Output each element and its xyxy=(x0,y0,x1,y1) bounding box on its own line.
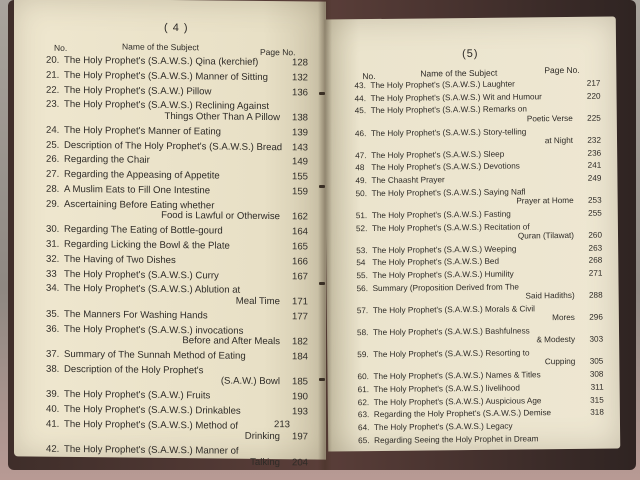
toc-entry-page: 236 xyxy=(587,148,602,158)
toc-entry xyxy=(46,444,308,468)
toc-entry-number: 62. xyxy=(357,397,370,407)
toc-entry xyxy=(358,421,604,433)
toc-entry-continuation: Prayer at Home xyxy=(516,196,574,206)
toc-entry-number: 29. xyxy=(46,198,60,210)
toc-entry-number: 46. xyxy=(354,128,367,138)
toc-entry-continuation: at Night xyxy=(544,135,574,146)
toc-entry-page: 197 xyxy=(291,431,308,443)
toc-entry xyxy=(46,323,308,347)
toc-entry-number: 61. xyxy=(357,384,370,395)
toc-entry-number: 37. xyxy=(46,348,60,360)
toc-entry-page: 143 xyxy=(291,141,308,154)
toc-entry xyxy=(357,326,603,347)
toc-entry-title: The Holy Prophet's (S.A.W.S.) Laughter xyxy=(370,79,515,91)
toc-entry-page: 271 xyxy=(588,268,603,278)
toc-entry-page: 164 xyxy=(291,226,308,238)
toc-entry-number: 49. xyxy=(355,176,367,186)
toc-entry xyxy=(46,184,308,197)
toc-entry-page: 165 xyxy=(291,241,308,253)
toc-entry-page: 311 xyxy=(590,382,604,392)
toc-entry xyxy=(46,55,308,68)
toc-entry-number: 28. xyxy=(46,183,60,195)
toc-entry-number: 26. xyxy=(46,154,60,166)
toc-entry-title: The Holy Prophet's (S.A.W.) Fruits xyxy=(64,389,211,402)
toc-entry-title: Summary (Proposition Derived from The xyxy=(372,282,519,293)
book-gutter xyxy=(318,0,332,470)
toc-entry-title: The Holy Prophet's Manner of Eating xyxy=(64,124,222,138)
toc-entry xyxy=(357,281,603,302)
toc-entry-page: 159 xyxy=(291,186,308,198)
toc-entry-title: The Holy Prophet's (S.A.W.S.) Remarks on xyxy=(370,104,528,116)
left-page-number: ( 4 ) xyxy=(164,21,189,35)
toc-entry-number: 56. xyxy=(356,283,369,293)
toc-entry-page: 171 xyxy=(291,296,308,308)
toc-entry-number: 20. xyxy=(46,54,60,66)
toc-entry xyxy=(46,139,308,152)
toc-entry-page: 303 xyxy=(589,334,604,345)
toc-entry xyxy=(46,69,308,82)
toc-entry-title: Regarding the Chair xyxy=(64,154,150,167)
toc-entry-title: The Holy Prophet's (S.A.W.S.) Auspicious Age xyxy=(373,395,542,407)
toc-entry-page: 190 xyxy=(291,391,308,403)
toc-entry xyxy=(46,99,308,123)
toc-entry-continuation: Food is Lawful or Otherwise xyxy=(161,210,280,223)
toc-entry-continuation: Cupping xyxy=(544,357,576,367)
toc-extra-page: 213 xyxy=(274,419,291,431)
toc-entry-number: 53. xyxy=(356,245,368,255)
toc-entry-page: 241 xyxy=(587,160,602,171)
toc-entry xyxy=(355,174,601,186)
toc-entry-number: 44. xyxy=(354,93,367,103)
toc-entry-title: Regarding the Holy Prophet's (S.A.W.S.) Demise xyxy=(373,408,552,420)
toc-entry-page: 260 xyxy=(588,230,603,240)
toc-entry-page: 249 xyxy=(587,173,602,183)
right-page-number: (5) xyxy=(462,47,479,61)
toc-entry-number: 57. xyxy=(356,305,369,316)
toc-entry xyxy=(355,91,601,103)
left-page xyxy=(14,0,326,469)
toc-entry xyxy=(355,161,601,173)
toc-entry-title: The Having of Two Dishes xyxy=(64,253,176,266)
toc-entry-continuation: Things Other Than A Pillow xyxy=(164,110,280,124)
toc-entry-number: 34. xyxy=(46,283,60,295)
toc-entry-title: The Holy Prophet's (S.A.W.S.) Qina (kerchief) xyxy=(64,54,259,68)
toc-entry-page: 225 xyxy=(587,113,601,123)
toc-entry-page: 132 xyxy=(291,72,308,84)
toc-entry-page: 318 xyxy=(590,407,604,417)
toc-entry-title: The Holy Prophet's (S.A.W.S.) Humility xyxy=(372,269,514,281)
toc-entry-number: 38. xyxy=(46,363,60,375)
toc-entry-title: The Holy Prophet's (S.A.W.S.) Curry xyxy=(64,268,219,282)
toc-entry xyxy=(46,169,308,182)
toc-entry-number: 25. xyxy=(46,139,60,151)
toc-entry-number: 40. xyxy=(46,403,60,415)
right-col-no: No. xyxy=(362,71,376,82)
toc-entry xyxy=(355,126,601,147)
toc-entry xyxy=(356,243,602,255)
toc-entry-number: 65. xyxy=(358,435,370,445)
toc-entry-number: 24. xyxy=(46,124,60,136)
toc-entry-title: The Holy Prophet's (S.A.W.S.) Story-telling xyxy=(370,126,527,138)
toc-entry-title: The Holy Prophet's (S.A.W.S.) Wit and Humour xyxy=(370,91,542,103)
toc-entry-page: 232 xyxy=(587,135,602,145)
toc-entry-title: The Holy Prophet's (S.A.W.S.) Names & Titles xyxy=(373,370,541,382)
toc-entry-number: 35. xyxy=(46,308,60,320)
toc-entry-page: 253 xyxy=(587,195,602,205)
toc-entry-title: The Holy Prophet's (S.A.W.S.) Bashfulness xyxy=(372,326,530,337)
toc-entry-number: 33 xyxy=(46,268,57,280)
toc-entry-title: Regarding The Eating of Bottle-gourd xyxy=(64,224,223,237)
binding-stitch xyxy=(319,282,325,285)
toc-entry xyxy=(357,348,603,369)
toc-entry xyxy=(46,224,308,237)
left-col-page: Page No. xyxy=(260,46,296,58)
toc-entry xyxy=(354,79,600,91)
toc-entry-title: The Holy Prophet's (S.A.W.S.) Recitation of xyxy=(371,221,530,233)
toc-entry-title: The Holy Prophet's (S.A.W.S.) Fasting xyxy=(371,209,511,220)
toc-entry-page: 167 xyxy=(291,270,308,283)
toc-entry-page: 255 xyxy=(588,208,602,218)
toc-entry-number: 36. xyxy=(46,323,60,335)
toc-entry-page: 268 xyxy=(588,255,603,266)
toc-entry-page: 217 xyxy=(586,78,601,88)
toc-entry-number: 32. xyxy=(46,253,60,265)
toc-entry-number: 42. xyxy=(46,443,60,456)
toc-entry-title: The Holy Prophet's (S.A.W.S.) Devotions xyxy=(371,161,520,173)
toc-entry-page: 166 xyxy=(291,256,308,268)
toc-entry-title: Summary of The Sunnah Method of Eating xyxy=(64,348,246,362)
toc-entry-number: 30. xyxy=(46,223,60,236)
toc-entry xyxy=(46,283,308,307)
toc-entry-number: 63. xyxy=(357,410,370,420)
toc-entry-number: 64. xyxy=(357,422,370,433)
toc-entry-title: The Holy Prophet's (S.A.W.S.) Weeping xyxy=(372,244,517,255)
toc-entry xyxy=(358,395,604,407)
toc-entry xyxy=(46,363,308,387)
left-col-subject: Name of the Subject xyxy=(122,41,200,53)
toc-entry-title: Description of The Holy Prophet's (S.A.W.S.) Bread xyxy=(64,139,283,153)
toc-entry-continuation: Before and After Meals xyxy=(182,335,280,348)
toc-entry-page: 305 xyxy=(589,357,604,367)
toc-entry-number: 45. xyxy=(354,106,367,116)
toc-entry xyxy=(355,148,601,160)
toc-entry-title: The Holy Prophet's (S.A.W.S.) Sleep xyxy=(371,149,505,160)
toc-entry-title: Ascertaining Before Eating whether xyxy=(64,198,215,212)
toc-entry-number: 31. xyxy=(46,238,60,250)
right-col-subject: Name of the Subject xyxy=(420,67,498,79)
toc-entry-title: The Holy Prophet's (S.A.W.S.) Morals & Civil xyxy=(372,304,536,315)
toc-entry-number: 22. xyxy=(46,84,60,96)
toc-entry xyxy=(356,186,602,207)
toc-entry-page: 177 xyxy=(291,311,308,323)
toc-entry xyxy=(46,239,308,252)
toc-entry xyxy=(46,268,308,281)
toc-entry-title: Description of the Holy Prophet's xyxy=(64,363,204,377)
toc-entry-title: Regarding Licking the Bowl & the Plate xyxy=(64,238,230,252)
toc-entry-number: 51. xyxy=(355,210,368,221)
toc-entry-page: 315 xyxy=(590,395,604,405)
toc-entry xyxy=(46,154,308,167)
toc-entry xyxy=(357,370,603,382)
toc-entry xyxy=(46,418,308,442)
toc-entry-number: 48 xyxy=(355,163,365,173)
toc-entry-number: 60. xyxy=(357,372,369,382)
binding-stitch xyxy=(319,378,325,381)
toc-entry-title: The Holy Prophet's (S.A.W.S.) Bed xyxy=(372,257,500,268)
toc-entry-title: The Manners For Washing Hands xyxy=(64,308,208,322)
toc-entry-title: The Holy Prophet's (S.A.W.S.) Manner of xyxy=(64,444,239,457)
toc-entry-page: 149 xyxy=(291,156,308,168)
toc-entry xyxy=(356,221,602,242)
toc-entry-continuation: Poetic Verse xyxy=(526,113,573,124)
toc-entry-title: The Holy Prophet's (S.A.W.S.) Saying Nafl xyxy=(371,187,526,198)
toc-entry-page: 308 xyxy=(589,369,604,379)
toc-entry-title: The Holy Prophet's (S.A.W.) Pillow xyxy=(64,84,212,98)
toc-entry xyxy=(358,382,604,394)
toc-entry-page: 139 xyxy=(291,127,308,139)
toc-entry-page: 220 xyxy=(586,91,601,101)
toc-entry xyxy=(356,208,602,220)
toc-entry-continuation: Meal Time xyxy=(235,295,280,308)
right-page xyxy=(324,16,621,451)
toc-entry-title: The Chaasht Prayer xyxy=(371,175,445,186)
toc-entry xyxy=(356,269,602,281)
toc-entry xyxy=(358,433,604,445)
toc-entry-continuation: Said Hadiths) xyxy=(525,291,575,301)
toc-entry-number: 27. xyxy=(46,168,60,181)
toc-entry-number: 47. xyxy=(355,150,367,160)
right-col-page: Page No. xyxy=(544,64,580,76)
toc-entry-page: 288 xyxy=(588,290,603,300)
toc-entry-number: 43. xyxy=(354,81,366,91)
toc-entry-continuation: (S.A.W.) Bowl xyxy=(220,375,280,388)
binding-stitch xyxy=(319,185,325,188)
toc-entry-page: 138 xyxy=(291,112,308,124)
toc-entry xyxy=(355,104,601,125)
toc-entry xyxy=(46,404,308,417)
toc-entry-page: 136 xyxy=(291,86,308,99)
toc-entry-title: The Holy Prophet's (S.A.W.S.) Drinkables xyxy=(64,403,241,417)
toc-entry xyxy=(357,303,603,324)
left-col-no: No. xyxy=(54,42,68,53)
toc-entry-number: 55. xyxy=(356,271,368,281)
toc-entry xyxy=(46,308,308,321)
toc-entry-title: The Holy Prophet's (S.A.W.S.) Resorting to xyxy=(373,348,530,360)
toc-entry-title: Regarding Seeing the Holy Prophet in Dream xyxy=(374,433,539,445)
toc-entry-page: 182 xyxy=(291,336,308,348)
toc-entry-continuation: Drinking xyxy=(244,431,280,443)
toc-entry xyxy=(46,198,308,222)
toc-entry-page: 193 xyxy=(291,406,308,418)
toc-entry-title: The Holy Prophet's (S.A.W.S.) livelihood xyxy=(373,383,520,394)
toc-entry xyxy=(46,84,308,97)
toc-entry-title: The Holy Prophet's (S.A.W.S.) Method of xyxy=(64,418,239,432)
toc-entry-title: A Muslim Eats to Fill One Intestine xyxy=(64,183,211,197)
toc-entry-number: 59. xyxy=(357,350,369,360)
toc-entry-page: 204 xyxy=(291,457,308,469)
toc-entry-number: 50. xyxy=(355,188,368,198)
binding-stitch xyxy=(319,92,325,95)
toc-entry-page: 185 xyxy=(291,376,308,388)
toc-entry-page: 296 xyxy=(589,312,603,322)
toc-entry-number: 54 xyxy=(356,258,366,268)
toc-entry-page: 263 xyxy=(588,243,603,253)
toc-entry-number: 39. xyxy=(46,388,60,401)
toc-entry-title: The Holy Prophet's (S.A.W.S.) Ablution at xyxy=(64,283,241,297)
toc-entry xyxy=(358,408,604,420)
toc-entry-continuation: & Modesty xyxy=(536,335,576,345)
toc-entry-number: 23. xyxy=(46,99,60,111)
toc-entry xyxy=(46,124,308,137)
toc-entry-page: 128 xyxy=(291,57,308,69)
toc-entry-page: 155 xyxy=(291,171,308,183)
toc-entry-title: The Holy Prophet's (S.A.W.S.) invocations xyxy=(64,323,244,337)
toc-entry-title: The Holy Prophet's (S.A.W.S.) Manner of Sitting xyxy=(64,69,268,83)
toc-entry-number: 41. xyxy=(46,418,60,430)
toc-entry-continuation: Talking xyxy=(250,456,280,468)
toc-entry xyxy=(46,389,308,402)
toc-entry-continuation: Quran (Tilawat) xyxy=(517,230,575,241)
toc-entry-number: 21. xyxy=(46,69,60,81)
toc-entry-title: The Holy Prophet's (S.A.W.S.) Reclining Against xyxy=(64,99,269,113)
toc-entry-number: 58. xyxy=(356,327,369,338)
toc-entry-continuation: Mores xyxy=(552,313,575,323)
toc-entry xyxy=(46,349,308,362)
toc-entry-title: Regarding the Appeasing of Appetite xyxy=(64,169,220,182)
toc-entry-number: 52. xyxy=(355,223,368,233)
toc-entry-page: 184 xyxy=(291,351,308,363)
toc-entry xyxy=(46,253,308,266)
toc-entry-page: 162 xyxy=(291,211,308,223)
toc-entry-title: The Holy Prophet's (S.A.W.S.) Legacy xyxy=(373,421,513,432)
toc-entry xyxy=(356,256,602,268)
